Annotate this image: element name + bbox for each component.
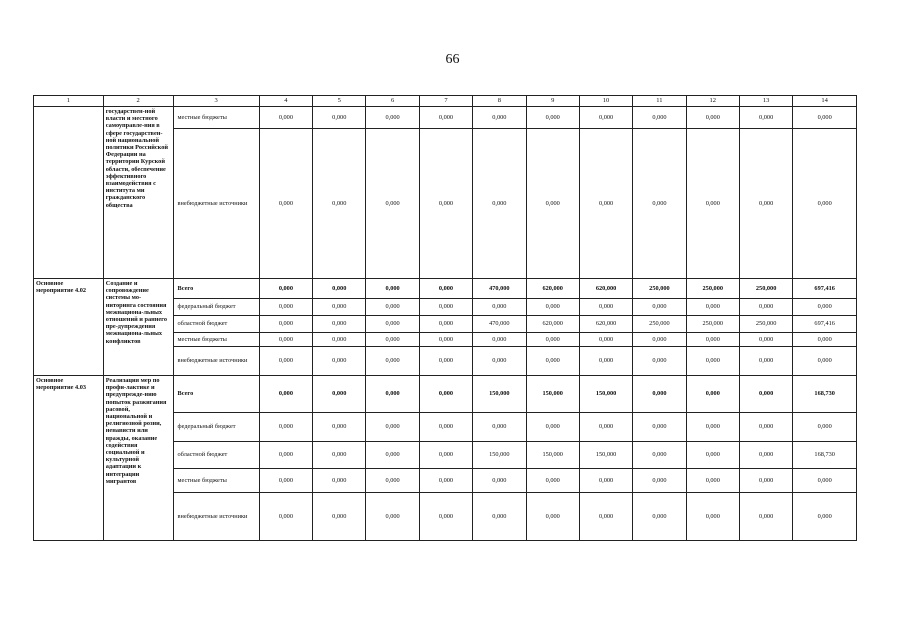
amount-cell: 0,000 [633, 347, 686, 376]
amount-cell: 0,000 [526, 469, 579, 493]
amount-cell: 0,000 [633, 107, 686, 129]
amount-cell: 0,000 [686, 376, 739, 413]
amount-cell: 0,000 [366, 493, 419, 541]
funding-source: федеральный бюджет [173, 299, 259, 316]
amount-cell: 0,000 [366, 413, 419, 442]
amount-cell: 0,000 [526, 347, 579, 376]
amount-cell: 0,000 [313, 107, 366, 129]
amount-cell: 0,000 [579, 299, 632, 316]
amount-cell: 0,000 [739, 413, 792, 442]
amount-cell: 0,000 [579, 413, 632, 442]
amount-cell: 150,000 [579, 376, 632, 413]
amount-cell: 0,000 [739, 469, 792, 493]
amount-cell: 697,416 [793, 316, 857, 333]
amount-cell: 168,730 [793, 376, 857, 413]
column-number: 1 [34, 96, 104, 107]
amount-cell: 0,000 [473, 129, 526, 279]
amount-cell: 0,000 [473, 107, 526, 129]
amount-cell: 250,000 [739, 279, 792, 299]
amount-cell: 0,000 [473, 299, 526, 316]
amount-cell: 0,000 [473, 333, 526, 347]
amount-cell: 0,000 [366, 299, 419, 316]
amount-cell: 0,000 [419, 299, 472, 316]
column-number: 3 [173, 96, 259, 107]
amount-cell: 0,000 [686, 442, 739, 469]
amount-cell: 0,000 [793, 413, 857, 442]
amount-cell: 0,000 [739, 299, 792, 316]
amount-cell: 250,000 [633, 279, 686, 299]
amount-cell: 150,000 [526, 442, 579, 469]
amount-cell: 0,000 [259, 316, 312, 333]
amount-cell: 0,000 [419, 129, 472, 279]
amount-cell: 0,000 [526, 107, 579, 129]
continued-measure-code [34, 107, 104, 279]
column-number: 10 [579, 96, 632, 107]
amount-cell: 0,000 [313, 316, 366, 333]
column-number: 14 [793, 96, 857, 107]
amount-cell: 0,000 [366, 333, 419, 347]
funding-source: областной бюджет [173, 442, 259, 469]
amount-cell: 620,000 [526, 316, 579, 333]
amount-cell: 0,000 [686, 129, 739, 279]
budget-table [33, 95, 857, 541]
amount-cell: 0,000 [526, 413, 579, 442]
amount-cell: 0,000 [579, 333, 632, 347]
amount-cell: 0,000 [686, 413, 739, 442]
amount-cell: 150,000 [473, 376, 526, 413]
amount-cell: 470,000 [473, 316, 526, 333]
funding-source: внебюджетные источники [173, 493, 259, 541]
amount-cell: 0,000 [259, 279, 312, 299]
column-number: 13 [739, 96, 792, 107]
amount-cell: 0,000 [313, 279, 366, 299]
amount-cell: 168,730 [793, 442, 857, 469]
amount-cell: 0,000 [793, 129, 857, 279]
amount-cell: 0,000 [259, 413, 312, 442]
amount-cell: 0,000 [366, 347, 419, 376]
amount-cell: 0,000 [526, 333, 579, 347]
amount-cell: 0,000 [259, 347, 312, 376]
amount-cell: 0,000 [739, 442, 792, 469]
amount-cell: 0,000 [579, 469, 632, 493]
amount-cell: 0,000 [473, 493, 526, 541]
amount-cell: 0,000 [313, 413, 366, 442]
amount-cell: 0,000 [633, 413, 686, 442]
amount-cell: 0,000 [366, 442, 419, 469]
amount-cell: 0,000 [526, 493, 579, 541]
measure-4-03-code: Основное мероприятие 4.03 [34, 376, 104, 541]
amount-cell: 0,000 [793, 333, 857, 347]
table-row [34, 376, 857, 413]
amount-cell: 0,000 [526, 129, 579, 279]
funding-source: местные бюджеты [173, 333, 259, 347]
amount-cell: 0,000 [633, 333, 686, 347]
amount-cell: 0,000 [739, 129, 792, 279]
amount-cell: 0,000 [419, 107, 472, 129]
amount-cell: 0,000 [366, 316, 419, 333]
amount-cell: 0,000 [686, 299, 739, 316]
amount-cell: 0,000 [419, 469, 472, 493]
column-number: 2 [103, 96, 173, 107]
amount-cell: 150,000 [473, 442, 526, 469]
amount-cell: 0,000 [313, 376, 366, 413]
amount-cell: 0,000 [259, 299, 312, 316]
amount-cell: 0,000 [739, 493, 792, 541]
amount-cell: 0,000 [419, 347, 472, 376]
amount-cell: 0,000 [739, 347, 792, 376]
column-number-row [34, 96, 857, 107]
column-number: 7 [419, 96, 472, 107]
amount-cell: 0,000 [259, 107, 312, 129]
amount-cell: 0,000 [793, 469, 857, 493]
amount-cell: 0,000 [739, 333, 792, 347]
amount-cell: 0,000 [366, 129, 419, 279]
amount-cell: 0,000 [259, 333, 312, 347]
funding-source: Всего [173, 279, 259, 299]
measure-4-03-title: Реализация мер по профи-лактике и предупрежде-нию попыток разжигания расовой, национальной и религиозной розни, ненависти или вражды, оказание содействия социальной и культурной адаптации к интеграции мигрантов [103, 376, 173, 541]
amount-cell: 0,000 [579, 493, 632, 541]
amount-cell: 0,000 [686, 469, 739, 493]
amount-cell: 0,000 [473, 469, 526, 493]
amount-cell: 0,000 [633, 299, 686, 316]
amount-cell: 0,000 [259, 469, 312, 493]
amount-cell: 0,000 [419, 316, 472, 333]
amount-cell: 0,000 [419, 413, 472, 442]
amount-cell: 0,000 [793, 493, 857, 541]
column-number: 8 [473, 96, 526, 107]
funding-source: внебюджетные источники [173, 129, 259, 279]
funding-source: федеральный бюджет [173, 413, 259, 442]
amount-cell: 0,000 [419, 493, 472, 541]
funding-source: областной бюджет [173, 316, 259, 333]
amount-cell: 250,000 [686, 279, 739, 299]
amount-cell: 0,000 [419, 376, 472, 413]
amount-cell: 0,000 [793, 107, 857, 129]
column-number: 11 [633, 96, 686, 107]
amount-cell: 0,000 [419, 279, 472, 299]
amount-cell: 0,000 [259, 442, 312, 469]
amount-cell: 697,416 [793, 279, 857, 299]
amount-cell: 0,000 [313, 469, 366, 493]
amount-cell: 0,000 [313, 299, 366, 316]
amount-cell: 250,000 [739, 316, 792, 333]
amount-cell: 0,000 [633, 442, 686, 469]
amount-cell: 620,000 [579, 316, 632, 333]
funding-source: местные бюджеты [173, 107, 259, 129]
measure-4-02-code: Основное мероприятие 4.02 [34, 279, 104, 376]
amount-cell: 620,000 [579, 279, 632, 299]
amount-cell: 0,000 [419, 442, 472, 469]
page-number: 66 [445, 52, 460, 67]
amount-cell: 0,000 [259, 376, 312, 413]
amount-cell: 0,000 [313, 129, 366, 279]
amount-cell: 0,000 [686, 493, 739, 541]
amount-cell: 0,000 [633, 376, 686, 413]
amount-cell: 150,000 [579, 442, 632, 469]
funding-source: местные бюджеты [173, 469, 259, 493]
amount-cell: 0,000 [313, 493, 366, 541]
amount-cell: 0,000 [633, 469, 686, 493]
amount-cell: 0,000 [259, 493, 312, 541]
amount-cell: 0,000 [313, 333, 366, 347]
measure-4-02-title: Создание и сопровождение системы мо-ниторинга состояния межнациона-льных отношений и раннего пре-дупреждения межнациона-льных конфликтов [103, 279, 173, 376]
amount-cell: 0,000 [739, 376, 792, 413]
amount-cell: 0,000 [579, 107, 632, 129]
amount-cell: 0,000 [633, 493, 686, 541]
amount-cell: 0,000 [313, 347, 366, 376]
amount-cell: 0,000 [686, 347, 739, 376]
amount-cell: 0,000 [366, 279, 419, 299]
amount-cell: 0,000 [739, 107, 792, 129]
table-row [34, 107, 857, 129]
column-number: 5 [313, 96, 366, 107]
amount-cell: 0,000 [473, 347, 526, 376]
column-number: 9 [526, 96, 579, 107]
column-number: 4 [259, 96, 312, 107]
amount-cell: 470,000 [473, 279, 526, 299]
amount-cell: 620,000 [526, 279, 579, 299]
amount-cell: 150,000 [526, 376, 579, 413]
amount-cell: 0,000 [313, 442, 366, 469]
column-number: 12 [686, 96, 739, 107]
amount-cell: 250,000 [633, 316, 686, 333]
amount-cell: 0,000 [473, 413, 526, 442]
amount-cell: 0,000 [366, 469, 419, 493]
amount-cell: 0,000 [686, 107, 739, 129]
amount-cell: 0,000 [526, 299, 579, 316]
amount-cell: 0,000 [793, 347, 857, 376]
amount-cell: 0,000 [419, 333, 472, 347]
amount-cell: 0,000 [366, 376, 419, 413]
amount-cell: 0,000 [633, 129, 686, 279]
amount-cell: 0,000 [259, 129, 312, 279]
column-number: 6 [366, 96, 419, 107]
funding-source: Всего [173, 376, 259, 413]
amount-cell: 0,000 [579, 129, 632, 279]
amount-cell: 250,000 [686, 316, 739, 333]
amount-cell: 0,000 [366, 107, 419, 129]
continued-measure-title: государствен-ной власти и местного самоуправле-ния в сфере государствен-ной национальной политики Российской Федерации на территории Курской области, обеспечение эффективного взаимодействия с института ми гражданского общества [103, 107, 173, 279]
table-row [34, 279, 857, 299]
amount-cell: 0,000 [686, 333, 739, 347]
funding-source: внебюджетные источники [173, 347, 259, 376]
amount-cell: 0,000 [579, 347, 632, 376]
amount-cell: 0,000 [793, 299, 857, 316]
